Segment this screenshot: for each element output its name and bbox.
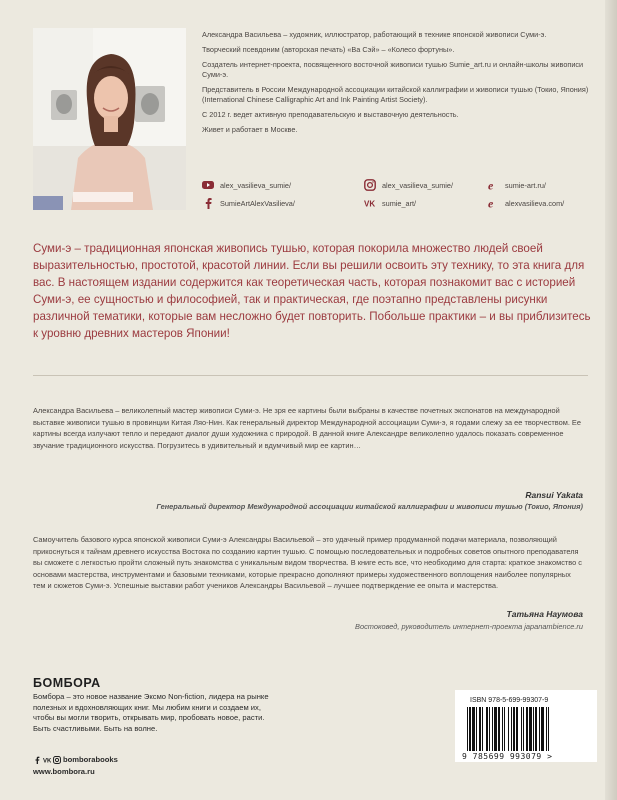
vk-link[interactable] (364, 197, 487, 209)
barcode-number: 9 785699 993079 > (462, 752, 553, 761)
social-row (202, 196, 597, 210)
author-photo (33, 28, 186, 210)
publisher-social[interactable] (33, 755, 118, 764)
bio-line: Представитель в России Международной ассоциации китайской каллиграфии и живописи тушью (Токио, Япония) (International Chinese Calligraphic Art and Ink Painting Artist Society). (202, 85, 589, 104)
globe-e-icon (487, 197, 499, 209)
globe-e-icon (487, 179, 499, 191)
youtube-icon (202, 179, 214, 191)
barcode (465, 707, 587, 751)
vk-icon (43, 756, 51, 764)
instagram-icon (364, 179, 376, 191)
svg-text:VK: VK (364, 199, 376, 209)
publisher-website[interactable]: www.bombora.ru (33, 767, 95, 776)
bio-line: С 2012 г. ведет активную преподавательскую и выставочную деятельность. (202, 110, 459, 119)
website-link[interactable] (487, 179, 546, 191)
publisher-description: Бомбора – это новое название Эксмо Non-fiction, лидера на рынке полезных и вдохновляющих книг. Мы любим книги и создаем их, чтобы вы могли творить, открывать мир, пробовать новое, расти. Быть счастливыми. Быть на волне. (33, 692, 269, 733)
author-bio (202, 30, 597, 140)
facebook-link[interactable] (202, 197, 364, 209)
lead-paragraph: Суми-э – традиционная японская живопись тушью, которая покорила множество людей своей выразительностью, простотой, красотой линии. Если вы решили освоить эту технику, то эта книга для вас. В настоящем издании содержится как теоретическая часть, которая познакомит вас с историей Суми-э, ее сущностью и философией, так и практическая, где поэтапно представлены рисунки различной тематики, которые вам несложно будет повторить. Побольше практики – и вы приблизитесь к уровню древних мастеров Японии! (33, 242, 591, 340)
bio-line: Создатель интернет-проекта, посвященного восточной живописи тушью Sumie_art.ru и онлайн-школы живописи Суми-э. (202, 60, 584, 79)
review-role-1: Генеральный директор Международной ассоциации китайской каллиграфии и живописи тушью (Токио, Япония) (156, 502, 583, 511)
author-social-links (202, 178, 597, 214)
vk-icon (364, 197, 376, 209)
facebook-handle: SumieArtAlexVasilieva/ (220, 198, 295, 208)
website-link[interactable] (487, 197, 564, 209)
instagram-handle: alex_vasilieva_sumie/ (382, 180, 453, 190)
vk-handle: sumie_art/ (382, 198, 417, 208)
instagram-icon (53, 756, 61, 764)
website-address: sumie-art.ru/ (505, 180, 546, 190)
divider (33, 375, 588, 376)
bio-line: Творческий псевдоним (авторская печать) «Ва Сэй» – «Колесо фортуны». (202, 45, 455, 54)
review-quote-2: Самоучитель базового курса японской живописи Суми-э Александры Васильевой – это удачный пример продуманной подачи материала, позволяющий прикоснуться к тайнам древнего искусства Востока по созданию картин тушью. С помощью последовательных и подробных советов опытного преподавателя вы сможете с легкостью пройти сложный путь знакомства с уникальным видом творчества. В книге есть все, что необходимо для старта: краткое знакомство с основами мастерства, инструментами и базовыми техниками, которые прекрасно дополняют примеры художественного воплощения наиболее популярных тем и сюжетов Суми-э. Успешные выставки работ учеников Александры Васильевой – лучшее подтверждение ее опыта и мастерства. (33, 535, 582, 590)
facebook-icon (33, 756, 41, 764)
review-author-1: Ransui Yakata (525, 490, 583, 500)
publisher-logo: БОМБОРА (33, 676, 101, 690)
instagram-link[interactable] (364, 179, 487, 191)
bio-line: Живет и работает в Москве. (202, 125, 298, 134)
review-role-2: Востоковед, руководитель интернет-проекта japanambience.ru (355, 622, 583, 631)
review-quote-1: Александра Васильева – великолепный мастер живописи Суми-э. Не зря ее картины были выбраны в качестве почетных экспонатов на международной выставке живописи тушью в провинции Китая Ляо-Нин. Как генеральный директор Международной ассоциации Суми-э, я годами слежу за ее творчеством. Ее картины всегда излучают тепло и передают диалог души художника с природой. В данной книге Александре великолепно удалось показать современное звучание традиционного искусства. Погрузитесь в удивительный и вдумчивый мир ее картин… (33, 406, 581, 450)
review-author-2: Татьяна Наумова (506, 609, 583, 619)
svg-text:e: e (488, 179, 494, 191)
social-row (202, 178, 597, 192)
youtube-handle: alex_vasilieva_sumie/ (220, 180, 291, 190)
facebook-icon (202, 197, 214, 209)
youtube-link[interactable] (202, 179, 364, 191)
website-address: alexvasilieva.com/ (505, 198, 565, 208)
isbn-label: ISBN 978-5-699-99307-9 (470, 697, 549, 704)
bio-line: Александра Васильева – художник, иллюстратор, работающий в технике японской живописи Суми-э. (202, 30, 547, 39)
svg-text:e: e (488, 197, 494, 209)
svg-text:VK: VK (43, 758, 51, 764)
cover-edge (605, 0, 617, 800)
publisher-social-handle: bomborabooks (63, 755, 118, 764)
